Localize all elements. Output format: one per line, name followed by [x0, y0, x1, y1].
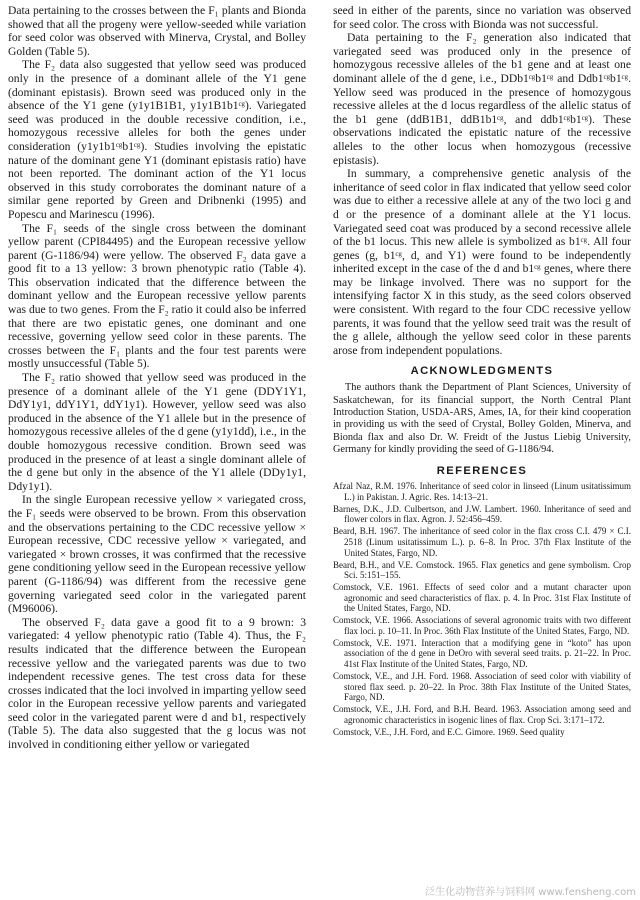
- reference-item: Comstock, V.E. 1966. Associations of several agronomic traits with two different flax loci. p. 10–11. In Proc. 36th Flax Institute of the United States, Fargo, ND.: [333, 615, 631, 636]
- body-paragraph: The F₂ ratio showed that yellow seed was produced in the presence of a dominant allele of the Y1 gene (DDY1Y1, DdY1y1, ddY1Y1, ddY1y1). However, yellow seed was also produced in the absence of the Y1 allele but in the presence of homozygous recessive alleles of the d gene (y1y1dd), i.e., in the double homozygous recessive condition. Brown seed was produced in the presence of at least a single dominant allele of the d gene but only in the absence of the Y1 allele (DDy1y1, Ddy1y1).: [8, 371, 306, 493]
- site-watermark: 泛生化动物营养与饲料网 www.fensheng.com: [425, 887, 636, 898]
- reference-item: Beard, B.H. 1967. The inheritance of seed color in the flax cross C.I. 479 × C.I. 2518 (Linum usitatissimum L.). p. 6–8. In Proc. 37th Flax Institute of the United States, Fargo, ND.: [333, 526, 631, 558]
- reference-item: Comstock, V.E., and J.H. Ford. 1968. Association of seed color with viability of stored flax seed. p. 20–22. In Proc. 38th Flax Institute of the United States, Fargo, ND.: [333, 671, 631, 703]
- references-heading: REFERENCES: [436, 465, 528, 478]
- reference-item: Comstock, V.E., J.H. Ford, and B.H. Beard. 1963. Association among seed and agronomic characteristics in isogenic lines of flax. Crop Sci. 3:171–172.: [333, 704, 631, 725]
- reference-item: Afzal Naz, R.M. 1976. Inheritance of seed color in linseed (Linum usitatissimum L.) in Pakistan. J. Agric. Res. 14:13–21.: [333, 481, 631, 502]
- body-paragraph: The F₁ seeds of the single cross between the dominant yellow parent (CPI84495) and the European recessive yellow parent (G-1186/94) were yellow. The observed F₂ data gave a good fit to a 13 yellow: 3 brown phenotypic ratio (Table 4). This observation indicated that the difference between the dominant yellow and the European recessive yellow parents was due to two genes. From the F₂ ratio it could also be inferred that there are two epistatic genes, one dominant and one recessive, governing yellow seed color in these parents. The crosses between the F₁ plants and the four test parents were mostly unsuccessful (Table 5).: [8, 221, 306, 371]
- body-paragraph: The observed F₂ data gave a good fit to a 9 brown: 3 variegated: 4 yellow phenotypic ratio (Table 4). Thus, the F₂ results indicated that the difference between the European recessive yellow and the variegated parents was due to two independent recessive genes. The test cross data for these crosses indicated that the loci involved in imparting yellow seed color in the European recessive yellow parents and variegated seed color in the variegated parent were d and b1, respectively (Table 5). The data also suggested that the g locus was not involved in conditioning either yellow or variegated: [8, 615, 306, 752]
- body-paragraph: Data pertaining to the crosses between the F₁ plants and Bionda showed that all the progeny were yellow-seeded while variation for seed color was observed with Minerva, Crystal, and Bolley Golden (Table 5).: [8, 4, 306, 58]
- reference-item: Beard, B.H., and V.E. Comstock. 1965. Flax genetics and gene symbolism. Crop Sci. 5:151–155.: [333, 559, 631, 581]
- left-column: [8, 4, 306, 752]
- acknowledgments-text: The authors thank the Department of Plant Sciences, University of Saskatchewan, for its financial support, the North Central Plant Introduction Station, USDA-ARS, Ames, IA, for their kind cooperation in providing us with the seed of Crystal, Bolley Golden, Minerva, and Bionda flax and also Dr. W. Freidt of the Justus Liebig University, Germany for kindly providing the seed of G-1186/94.: [333, 382, 631, 455]
- body-paragraph: The F₂ data also suggested that yellow seed was produced only in the presence of a dominant allele of the Y1 gene (dominant epistasis). Brown seed was produced only in the absence of the Y1 gene (y1y1B1B1, y1y1B1b1ᶜᵍ). Variegated seed was produced in the double recessive condition, i.e., homozygous recessive alleles for both the genes under consideration (y1y1b1ᶜᵍb1ᶜᵍ). Studies involving the epistatic nature of the dominant gene Y1 (dominant epistasis ratio) have not been reported. The dominant action of the Y1 locus observed in this study corroborates the dominant nature of a similar gene reported by Green and Dribnenki (1995) and Popescu and Marinescu (1996).: [8, 58, 306, 221]
- body-paragraph: seed in either of the parents, since no variation was observed for seed color. The cross with Bionda was not successful.: [333, 4, 631, 31]
- acknowledgments-heading: ACKNOWLEDGMENTS: [410, 365, 554, 378]
- reference-item: Comstock, V.E. 1971. Interaction that a modifying gene in “koto” has upon association of the d gene in DeOro with several seed traits. p. 21–22. In Proc. 41st Flax Institute of the United States, Fargo, ND.: [333, 637, 631, 670]
- body-paragraph: In the single European recessive yellow × variegated cross, the F₁ seeds were observed to be brown. From this observation and the observations pertaining to the CDC recessive yellow × European recessive, CDC recessive yellow × variegated, and variegated × brown crosses, it was confirmed that the recessive gene conditioning yellow seed in the European recessive yellow parent (G-1186/94) was different from the recessive gene governing variegated seed color in the variegated parent (M96006).: [8, 493, 306, 616]
- reference-item: Barnes, D.K., J.D. Culbertson, and J.W. Lambert. 1960. Inheritance of seed and flower colors in flax. Agron. J. 52:456–459.: [333, 503, 631, 525]
- reference-item: Comstock, V.E. 1961. Effects of seed color and a mutant character upon agronomic and seed characteristics of flax. p. 4. In Proc. 31st Flax Institute of the United States, Fargo, ND.: [333, 582, 631, 614]
- right-column: [333, 4, 631, 739]
- reference-list: [333, 481, 631, 737]
- reference-item: Comstock, V.E., J.H. Ford, and E.C. Gimore. 1969. Seed quality: [333, 726, 565, 737]
- body-paragraph: Data pertaining to the F₂ generation also indicated that variegated seed was produced only in the presence of homozygous recessive alleles of the b1 gene and at least one dominant allele of the d gene, i.e., DDb1ᶜᵍb1ᶜᵍ and Ddb1ᶜᵍb1ᶜᵍ. Yellow seed was produced in the presence of homozygous recessive alleles at the d locus regardless of the allelic status of the b1 gene (ddB1B1, ddB1b1ᶜᵍ, and ddb1ᶜᵍb1ᶜᵍ). These observations indicated the epistatic nature of the recessive alleles to the other locus when homozygous (recessive epistasis).: [333, 31, 631, 167]
- body-paragraph: In summary, a comprehensive genetic analysis of the inheritance of seed color in flax indicated that yellow seed color was due to either a recessive allele at any of the two loci g and d or the presence of a dominant allele at the Y1 locus. Variegated seed coat was produced by a second recessive allele of the b1 locus. This new allele is symbolized as b1ᶜᵍ. All four genes (g, b1ᶜᵍ, d, and Y1) were found to be independently inherited except in the case of the d and b1ᶜᵍ genes, where there may be linkage involved. There was no support for the intensifying factor X in this study, as the seed colors observed were consistent. With regard to the four CDC recessive yellow parents, it was found that the yellow seed trait was the result of the g allele, although the yellow seed color in these parents arose from independent populations.: [333, 167, 631, 357]
